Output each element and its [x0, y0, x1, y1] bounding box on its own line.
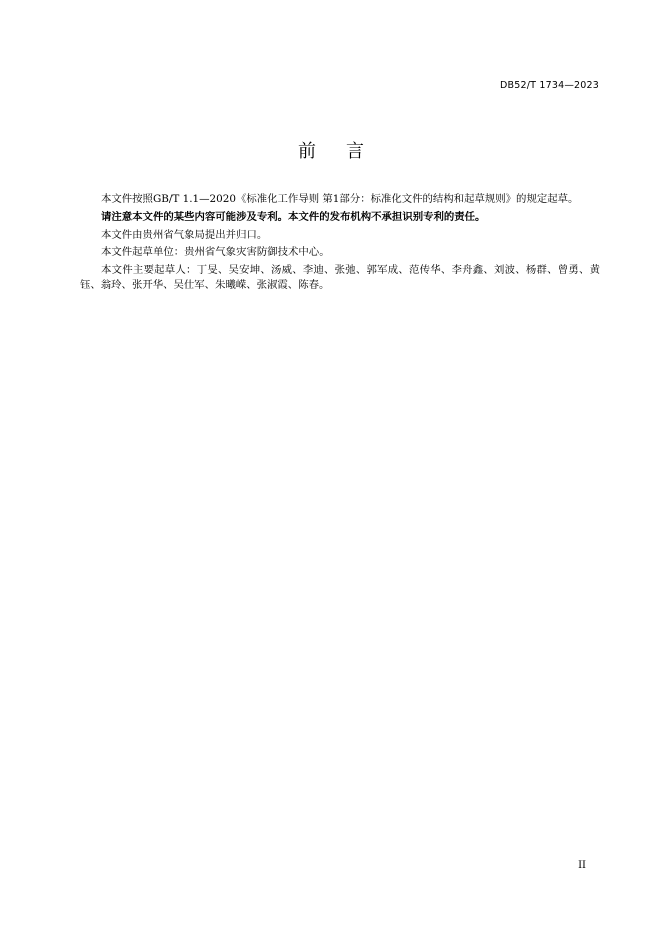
paragraph-drafting-unit: 本文件起草单位：贵州省气象灾害防御技术中心。 — [101, 246, 330, 259]
paragraph-proposer: 本文件由贵州省气象局提出并归口。 — [101, 228, 268, 241]
page-title: 前言 — [298, 141, 394, 162]
paragraph-patent-notice: 请注意本文件的某些内容可能涉及专利。本文件的发布机构不承担识别专利的责任。 — [101, 210, 486, 223]
document-body — [80, 192, 600, 296]
page-number: II — [578, 860, 586, 871]
paragraph-drafting-basis: 本文件按照GB/T 1.1—2020《标准化工作导则 第1部分：标准化文件的结构和起草规则》的规定起草。 — [101, 193, 579, 205]
paragraph-drafters: 本文件主要起草人：丁旻、吴安坤、汤威、李迪、张弛、郭军成、范传华、李舟鑫、刘波、杨群、曾勇、黄钰、翁玲、张开华、吴仕军、朱曦嵘、张淑霞、陈春。 — [80, 264, 600, 291]
document-number: DB52/T 1734—2023 — [500, 80, 599, 91]
